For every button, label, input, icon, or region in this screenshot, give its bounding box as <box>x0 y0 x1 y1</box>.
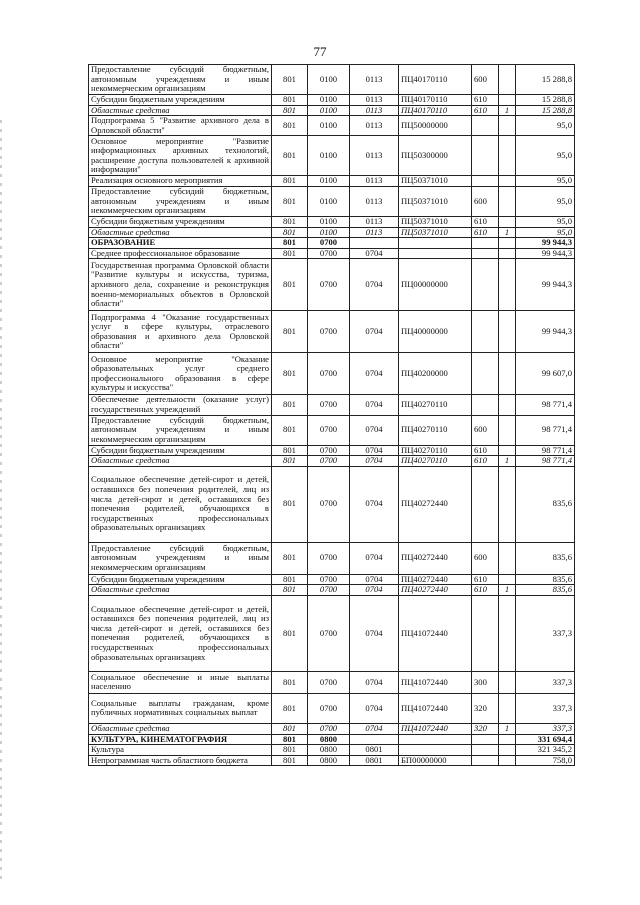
subsection-code-cell: 0704 <box>350 693 399 723</box>
administrator-code-cell: 801 <box>272 227 308 238</box>
item-name-cell: Социальное обеспечение детей-сирот и детей, оставшихся без попечения родителей, лиц из числа детей-сирот и детей, оставшихся без попечения родителей, обучающихся в государственных профессиональных образовательных организациях <box>89 466 272 542</box>
expense-type-code-cell <box>472 734 499 745</box>
item-name-cell: Субсидии бюджетным учреждениям <box>89 574 272 585</box>
amount-cell: 99 607,0 <box>516 353 575 395</box>
administrator-code-cell: 801 <box>272 466 308 542</box>
administrator-code-cell: 801 <box>272 734 308 745</box>
section-code-cell: 0800 <box>308 734 350 745</box>
section-code-cell: 0700 <box>308 311 350 353</box>
administrator-code-cell: 801 <box>272 542 308 574</box>
expense-type-code-cell <box>472 395 499 415</box>
funding-source-code-cell: 1 <box>499 456 516 467</box>
section-code-cell: 0700 <box>308 456 350 467</box>
section-code-cell: 0100 <box>308 227 350 238</box>
table-row <box>89 353 575 395</box>
item-name-cell: Подпрограмма 4 "Оказание государственных услуг в сфере культуры, отраслевого образования и архивного дела Орловской области" <box>89 311 272 353</box>
item-name-cell: Субсидии бюджетным учреждениям <box>89 95 272 106</box>
section-code-cell: 0700 <box>308 353 350 395</box>
table-row <box>89 105 575 116</box>
item-name-cell: Основное мероприятие "Оказание образовательных услуг среднего профессионального образования в сфере культуры и искусства" <box>89 353 272 395</box>
table-row <box>89 755 575 766</box>
amount-cell: 95,0 <box>516 227 575 238</box>
target-article-code-cell: ПЦ00000000 <box>399 259 472 311</box>
subsection-code-cell <box>350 238 399 249</box>
target-article-code-cell: ПЦ41072440 <box>399 595 472 671</box>
funding-source-code-cell: 1 <box>499 585 516 596</box>
item-name-cell: Предоставление субсидий бюджетным, автономным учреждениям и иным некоммерческим организациям <box>89 186 272 216</box>
table-row <box>89 65 575 95</box>
table-row <box>89 311 575 353</box>
funding-source-code-cell <box>499 445 516 456</box>
subsection-code-cell: 0113 <box>350 176 399 187</box>
expense-type-code-cell <box>472 248 499 259</box>
funding-source-code-cell <box>499 116 516 136</box>
subsection-code-cell: 0704 <box>350 395 399 415</box>
target-article-code-cell: ПЦ40170110 <box>399 65 472 95</box>
administrator-code-cell: 801 <box>272 745 308 756</box>
table-row <box>89 595 575 671</box>
funding-source-code-cell <box>499 238 516 249</box>
target-article-code-cell: ПЦ41072440 <box>399 723 472 734</box>
amount-cell: 95,0 <box>516 216 575 227</box>
section-code-cell: 0700 <box>308 466 350 542</box>
amount-cell: 337,3 <box>516 671 575 693</box>
target-article-code-cell <box>399 238 472 249</box>
expense-type-code-cell: 610 <box>472 574 499 585</box>
target-article-code-cell: ПЦ40170110 <box>399 105 472 116</box>
expense-type-code-cell: 300 <box>472 671 499 693</box>
funding-source-code-cell <box>499 574 516 585</box>
amount-cell: 95,0 <box>516 176 575 187</box>
funding-source-code-cell <box>499 671 516 693</box>
subsection-code-cell: 0704 <box>350 466 399 542</box>
expense-type-code-cell: 600 <box>472 415 499 445</box>
subsection-code-cell: 0704 <box>350 542 399 574</box>
subsection-code-cell: 0801 <box>350 745 399 756</box>
table-row <box>89 248 575 259</box>
section-code-cell: 0700 <box>308 395 350 415</box>
item-name-cell: Среднее профессиональное образование <box>89 248 272 259</box>
section-code-cell: 0800 <box>308 755 350 766</box>
administrator-code-cell: 801 <box>272 216 308 227</box>
table-row <box>89 723 575 734</box>
item-name-cell: Областные средства <box>89 105 272 116</box>
amount-cell: 835,6 <box>516 542 575 574</box>
expense-type-code-cell <box>472 353 499 395</box>
item-name-cell: КУЛЬТУРА, КИНЕМАТОГРАФИЯ <box>89 734 272 745</box>
subsection-code-cell: 0704 <box>350 671 399 693</box>
section-code-cell: 0700 <box>308 723 350 734</box>
administrator-code-cell: 801 <box>272 105 308 116</box>
expense-type-code-cell: 600 <box>472 65 499 95</box>
table-row <box>89 734 575 745</box>
target-article-code-cell <box>399 248 472 259</box>
administrator-code-cell: 801 <box>272 755 308 766</box>
administrator-code-cell: 801 <box>272 136 308 176</box>
administrator-code-cell: 801 <box>272 186 308 216</box>
funding-source-code-cell <box>499 248 516 259</box>
item-name-cell: Областные средства <box>89 456 272 467</box>
expense-type-code-cell <box>472 176 499 187</box>
funding-source-code-cell <box>499 693 516 723</box>
expense-type-code-cell: 610 <box>472 456 499 467</box>
funding-source-code-cell <box>499 216 516 227</box>
item-name-cell: Непрограммная часть областного бюджета <box>89 755 272 766</box>
administrator-code-cell: 801 <box>272 445 308 456</box>
administrator-code-cell: 801 <box>272 248 308 259</box>
table-row <box>89 136 575 176</box>
target-article-code-cell: ПЦ40272440 <box>399 585 472 596</box>
expense-type-code-cell: 600 <box>472 186 499 216</box>
subsection-code-cell: 0113 <box>350 227 399 238</box>
section-code-cell: 0700 <box>308 585 350 596</box>
expense-type-code-cell <box>472 466 499 542</box>
administrator-code-cell: 801 <box>272 693 308 723</box>
section-code-cell: 0700 <box>308 238 350 249</box>
funding-source-code-cell <box>499 95 516 106</box>
subsection-code-cell: 0113 <box>350 136 399 176</box>
funding-source-code-cell <box>499 311 516 353</box>
item-name-cell: Предоставление субсидий бюджетным, автономным учреждениям и иным некоммерческим организациям <box>89 65 272 95</box>
expense-type-code-cell: 320 <box>472 723 499 734</box>
administrator-code-cell: 801 <box>272 415 308 445</box>
administrator-code-cell: 801 <box>272 585 308 596</box>
subsection-code-cell: 0113 <box>350 95 399 106</box>
amount-cell: 99 944,3 <box>516 259 575 311</box>
funding-source-code-cell <box>499 65 516 95</box>
funding-source-code-cell <box>499 466 516 542</box>
item-name-cell: Областные средства <box>89 227 272 238</box>
subsection-code-cell: 0113 <box>350 105 399 116</box>
funding-source-code-cell <box>499 734 516 745</box>
administrator-code-cell: 801 <box>272 238 308 249</box>
subsection-code-cell: 0704 <box>350 248 399 259</box>
subsection-code-cell: 0704 <box>350 723 399 734</box>
section-code-cell: 0100 <box>308 186 350 216</box>
page-number: 77 <box>313 44 327 59</box>
table-row <box>89 415 575 445</box>
administrator-code-cell: 801 <box>272 574 308 585</box>
subsection-code-cell: 0113 <box>350 65 399 95</box>
section-code-cell: 0700 <box>308 693 350 723</box>
table-row <box>89 227 575 238</box>
item-name-cell: Областные средства <box>89 723 272 734</box>
item-name-cell: Областные средства <box>89 585 272 596</box>
amount-cell: 337,3 <box>516 723 575 734</box>
item-name-cell: Социальное обеспечение детей-сирот и детей, оставшихся без попечения родителей, лиц из числа детей-сирот и детей, оставшихся без попечения родителей, обучающихся в государственных профессиональных образовательных организациях <box>89 595 272 671</box>
expense-type-code-cell: 600 <box>472 542 499 574</box>
expense-type-code-cell <box>472 595 499 671</box>
administrator-code-cell: 801 <box>272 353 308 395</box>
funding-source-code-cell <box>499 395 516 415</box>
expense-type-code-cell <box>472 311 499 353</box>
target-article-code-cell: ПЦ41072440 <box>399 693 472 723</box>
funding-source-code-cell: 1 <box>499 723 516 734</box>
amount-cell: 95,0 <box>516 186 575 216</box>
subsection-code-cell: 0704 <box>350 456 399 467</box>
item-name-cell: Реализация основного мероприятия <box>89 176 272 187</box>
subsection-code-cell: 0801 <box>350 755 399 766</box>
amount-cell: 98 771,4 <box>516 415 575 445</box>
table-row <box>89 186 575 216</box>
target-article-code-cell: ПЦ40272440 <box>399 542 472 574</box>
amount-cell: 98 771,4 <box>516 395 575 415</box>
funding-source-code-cell <box>499 186 516 216</box>
item-name-cell: Обеспечение деятельности (оказание услуг) государственных учреждений <box>89 395 272 415</box>
section-code-cell: 0100 <box>308 65 350 95</box>
expense-type-code-cell: 610 <box>472 227 499 238</box>
funding-source-code-cell <box>499 745 516 756</box>
table-row <box>89 574 575 585</box>
amount-cell: 95,0 <box>516 136 575 176</box>
expense-type-code-cell <box>472 116 499 136</box>
item-name-cell: Субсидии бюджетным учреждениям <box>89 445 272 456</box>
subsection-code-cell: 0704 <box>350 585 399 596</box>
amount-cell: 835,6 <box>516 466 575 542</box>
target-article-code-cell: ПЦ50300000 <box>399 136 472 176</box>
target-article-code-cell: ПЦ41072440 <box>399 671 472 693</box>
expense-type-code-cell <box>472 136 499 176</box>
amount-cell: 15 288,8 <box>516 105 575 116</box>
amount-cell: 15 288,8 <box>516 95 575 106</box>
section-code-cell: 0100 <box>308 95 350 106</box>
target-article-code-cell: ПЦ40272440 <box>399 466 472 542</box>
table-row <box>89 395 575 415</box>
administrator-code-cell: 801 <box>272 595 308 671</box>
item-name-cell: Государственная программа Орловской области "Развитие культуры и искусства, туризма, архивного дела, сохранение и реконструкция военно-мемориальных объектов в Орловской области" <box>89 259 272 311</box>
subsection-code-cell: 0704 <box>350 595 399 671</box>
target-article-code-cell: ПЦ40270110 <box>399 415 472 445</box>
administrator-code-cell: 801 <box>272 65 308 95</box>
table-row <box>89 216 575 227</box>
item-name-cell: ОБРАЗОВАНИЕ <box>89 238 272 249</box>
subsection-code-cell: 0113 <box>350 186 399 216</box>
section-code-cell: 0700 <box>308 574 350 585</box>
funding-source-code-cell <box>499 259 516 311</box>
target-article-code-cell: ПЦ50371010 <box>399 216 472 227</box>
section-code-cell: 0100 <box>308 216 350 227</box>
budget-table <box>88 64 575 766</box>
section-code-cell: 0700 <box>308 259 350 311</box>
target-article-code-cell: ПЦ40200000 <box>399 353 472 395</box>
section-code-cell: 0700 <box>308 445 350 456</box>
subsection-code-cell: 0704 <box>350 415 399 445</box>
table-row <box>89 445 575 456</box>
section-code-cell: 0700 <box>308 415 350 445</box>
item-name-cell: Предоставление субсидий бюджетным, автономным учреждениям и иным некоммерческим организациям <box>89 542 272 574</box>
expense-type-code-cell: 610 <box>472 445 499 456</box>
expense-type-code-cell <box>472 755 499 766</box>
table-row <box>89 542 575 574</box>
table-row <box>89 745 575 756</box>
administrator-code-cell: 801 <box>272 671 308 693</box>
expense-type-code-cell <box>472 238 499 249</box>
subsection-code-cell: 0704 <box>350 445 399 456</box>
section-code-cell: 0700 <box>308 671 350 693</box>
target-article-code-cell: ПЦ50371010 <box>399 186 472 216</box>
item-name-cell: Субсидии бюджетным учреждениям <box>89 216 272 227</box>
funding-source-code-cell: 1 <box>499 105 516 116</box>
administrator-code-cell: 801 <box>272 395 308 415</box>
funding-source-code-cell <box>499 353 516 395</box>
amount-cell: 758,0 <box>516 755 575 766</box>
item-name-cell: Культура <box>89 745 272 756</box>
item-name-cell: Основное мероприятие "Развитие информационных архивных технологий, расширение доступа пользователей к архивной информации" <box>89 136 272 176</box>
administrator-code-cell: 801 <box>272 116 308 136</box>
target-article-code-cell: ПЦ40270110 <box>399 456 472 467</box>
item-name-cell: Социальное обеспечение и иные выплаты населению <box>89 671 272 693</box>
amount-cell: 337,3 <box>516 595 575 671</box>
section-code-cell: 0100 <box>308 105 350 116</box>
subsection-code-cell: 0704 <box>350 311 399 353</box>
subsection-code-cell: 0113 <box>350 116 399 136</box>
expense-type-code-cell <box>472 745 499 756</box>
target-article-code-cell: ПЦ40272440 <box>399 574 472 585</box>
administrator-code-cell: 801 <box>272 311 308 353</box>
administrator-code-cell: 801 <box>272 95 308 106</box>
amount-cell: 337,3 <box>516 693 575 723</box>
amount-cell: 98 771,4 <box>516 456 575 467</box>
target-article-code-cell <box>399 745 472 756</box>
subsection-code-cell: 0704 <box>350 259 399 311</box>
item-name-cell: Подпрограмма 5 "Развитие архивного дела в Орловской области" <box>89 116 272 136</box>
table-row <box>89 116 575 136</box>
table-row <box>89 238 575 249</box>
amount-cell: 99 944,3 <box>516 238 575 249</box>
subsection-code-cell: 0704 <box>350 574 399 585</box>
table-row <box>89 456 575 467</box>
target-article-code-cell: БП00000000 <box>399 755 472 766</box>
target-article-code-cell <box>399 734 472 745</box>
amount-cell: 98 771,4 <box>516 445 575 456</box>
scan-edge-marks <box>0 120 2 880</box>
amount-cell: 835,6 <box>516 585 575 596</box>
target-article-code-cell: ПЦ50371010 <box>399 227 472 238</box>
expense-type-code-cell: 610 <box>472 216 499 227</box>
target-article-code-cell: ПЦ40270110 <box>399 395 472 415</box>
target-article-code-cell: ПЦ40000000 <box>399 311 472 353</box>
table-row <box>89 259 575 311</box>
funding-source-code-cell: 1 <box>499 227 516 238</box>
administrator-code-cell: 801 <box>272 259 308 311</box>
amount-cell: 835,6 <box>516 574 575 585</box>
table-row <box>89 585 575 596</box>
subsection-code-cell: 0113 <box>350 216 399 227</box>
expense-type-code-cell <box>472 259 499 311</box>
section-code-cell: 0700 <box>308 248 350 259</box>
target-article-code-cell: ПЦ40170110 <box>399 95 472 106</box>
section-code-cell: 0100 <box>308 136 350 176</box>
expense-type-code-cell: 610 <box>472 585 499 596</box>
amount-cell: 331 694,4 <box>516 734 575 745</box>
amount-cell: 95,0 <box>516 116 575 136</box>
funding-source-code-cell <box>499 415 516 445</box>
administrator-code-cell: 801 <box>272 723 308 734</box>
target-article-code-cell: ПЦ40270110 <box>399 445 472 456</box>
table-row <box>89 176 575 187</box>
item-name-cell: Предоставление субсидий бюджетным, автономным учреждениям и иным некоммерческим организациям <box>89 415 272 445</box>
funding-source-code-cell <box>499 136 516 176</box>
funding-source-code-cell <box>499 542 516 574</box>
amount-cell: 99 944,3 <box>516 311 575 353</box>
amount-cell: 99 944,3 <box>516 248 575 259</box>
table-row <box>89 671 575 693</box>
item-name-cell: Социальные выплаты гражданам, кроме публичных нормативных социальных выплат <box>89 693 272 723</box>
section-code-cell: 0800 <box>308 745 350 756</box>
section-code-cell: 0100 <box>308 176 350 187</box>
section-code-cell: 0700 <box>308 595 350 671</box>
amount-cell: 15 288,8 <box>516 65 575 95</box>
funding-source-code-cell <box>499 755 516 766</box>
table-row <box>89 466 575 542</box>
administrator-code-cell: 801 <box>272 456 308 467</box>
amount-cell: 321 345,2 <box>516 745 575 756</box>
table-row <box>89 95 575 106</box>
expense-type-code-cell: 610 <box>472 105 499 116</box>
funding-source-code-cell <box>499 176 516 187</box>
target-article-code-cell: ПЦ50371010 <box>399 176 472 187</box>
section-code-cell: 0700 <box>308 542 350 574</box>
expense-type-code-cell: 610 <box>472 95 499 106</box>
expense-type-code-cell: 320 <box>472 693 499 723</box>
target-article-code-cell: ПЦ50000000 <box>399 116 472 136</box>
subsection-code-cell: 0704 <box>350 353 399 395</box>
administrator-code-cell: 801 <box>272 176 308 187</box>
funding-source-code-cell <box>499 595 516 671</box>
section-code-cell: 0100 <box>308 116 350 136</box>
subsection-code-cell <box>350 734 399 745</box>
table-row <box>89 693 575 723</box>
